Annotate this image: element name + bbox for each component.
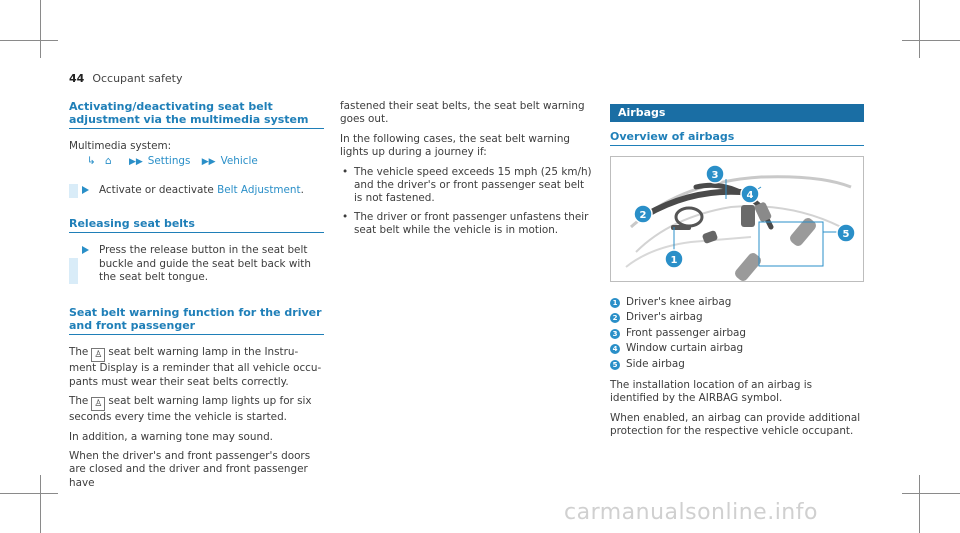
list-item: • The vehicle speed exceeds 15 mph (25 km/h) and the driver's or front passenger seat belt is not fastened. (354, 166, 595, 206)
heading-overview-airbags: Overview of airbags (610, 130, 864, 146)
crop-mark (919, 475, 920, 533)
heading-activate-belt-adjustment: Activating/deactivating seat belt adjustment via the multimedia system (69, 100, 324, 129)
crop-mark (40, 475, 41, 533)
marker-3 (706, 165, 724, 183)
paragraph: In addition, a warning tone may sound. (69, 430, 273, 443)
legend-number: 5 (610, 360, 620, 370)
svg-text:4: 4 (746, 190, 754, 201)
svg-text:1: 1 (670, 255, 678, 266)
crop-mark (902, 40, 960, 41)
legend-item (610, 358, 864, 371)
svg-text:5: 5 (842, 229, 850, 240)
legend-number: 2 (610, 313, 620, 323)
airbag-diagram-svg (611, 157, 863, 281)
crop-mark (40, 0, 41, 58)
page-number: 44 (69, 72, 85, 85)
step-highlight (69, 258, 78, 284)
step-triangle-icon (82, 246, 89, 254)
heading-seat-belt-warning: Seat belt warning function for the driver and front passenger (69, 306, 324, 335)
seat-belt-lamp-icon: ♙ (91, 397, 105, 411)
paragraph: When the driver's and front passenger's doors are closed and the driver and front passenger have (69, 450, 311, 489)
crop-mark (919, 0, 920, 58)
legend-label: Driver's knee airbag (626, 296, 732, 308)
step-text: Press the release button in the seat belt buckle and guide the seat belt back with the seat belt tongue. (99, 244, 311, 284)
paragraph: fastened their seat belts, the seat belt warning goes out. (340, 100, 585, 126)
legend-item (610, 311, 864, 324)
text: seat belt warning lamp lights up for six seconds every time the vehicle is started. (69, 395, 312, 424)
section-title: Occupant safety (92, 72, 183, 85)
step-text: Activate or deactivate (99, 183, 218, 196)
svg-text:3: 3 (711, 170, 719, 181)
airbag-legend (610, 296, 864, 371)
legend-number: 1 (610, 298, 620, 308)
legend-item (610, 296, 864, 309)
double-chevron-icon: ▶▶ (128, 157, 143, 168)
legend-label: Driver's airbag (626, 311, 703, 324)
nav-arrow-icon: ↳ (87, 155, 96, 168)
crop-mark (902, 493, 960, 494)
legend-label: Window curtain airbag (626, 342, 744, 355)
column-3 (610, 100, 864, 445)
paragraph: In the following cases, the seat belt warning lights up during a journey if: (340, 132, 570, 159)
column-1 (69, 100, 324, 496)
svg-text:2: 2 (639, 210, 647, 221)
step-activate (69, 184, 324, 197)
legend-label: Front passenger airbag (626, 326, 746, 339)
watermark: carmanualsonline.info (564, 500, 818, 525)
step-release (69, 244, 324, 284)
legend-label: Side airbag (626, 357, 685, 370)
marker-2 (634, 205, 652, 223)
nav-path (87, 155, 324, 169)
legend-number: 4 (610, 344, 620, 354)
airbag-illustration (610, 156, 864, 282)
legend-item (610, 327, 864, 340)
home-icon: ⌂ (105, 155, 112, 168)
list-item: • The driver or front passenger unfastens their seat belt while the vehicle is in motion. (354, 211, 595, 238)
step-text-suffix: . (300, 183, 304, 196)
paragraph (69, 395, 324, 424)
step-triangle-icon (82, 186, 89, 194)
paragraph: The installation location of an airbag is identified by the AIRBAG symbol. (610, 379, 813, 405)
legend-number: 3 (610, 329, 620, 339)
nav-vehicle: Vehicle (220, 155, 258, 168)
marker-4 (741, 185, 759, 203)
double-chevron-icon: ▶▶ (201, 157, 216, 168)
text: The (69, 346, 89, 359)
marker-5 (837, 224, 855, 242)
crop-mark (0, 40, 58, 41)
belt-adjustment-link: Belt Adjustment (217, 183, 301, 196)
paragraph (69, 346, 324, 389)
paragraph: When enabled, an airbag can provide additional protection for the respective vehicle occupant. (610, 411, 861, 438)
marker-1 (665, 250, 683, 268)
crop-mark (0, 493, 58, 494)
heading-releasing-seat-belts: Releasing seat belts (69, 217, 324, 233)
text: The (69, 395, 89, 408)
column-2 (340, 100, 595, 243)
bullet-list (340, 166, 595, 238)
page-header (69, 72, 182, 85)
nav-settings: Settings (147, 155, 191, 168)
seat-belt-lamp-icon: ♙ (91, 348, 105, 362)
airbags-banner: Airbags (610, 104, 864, 122)
text: seat belt warning lamp in the Instru- ment Display is a reminder that all vehicle occu- pants must wear their seat belts correctly. (69, 346, 322, 388)
legend-item (610, 342, 864, 355)
step-highlight (69, 184, 78, 198)
multimedia-label: Multimedia system: (69, 140, 172, 152)
